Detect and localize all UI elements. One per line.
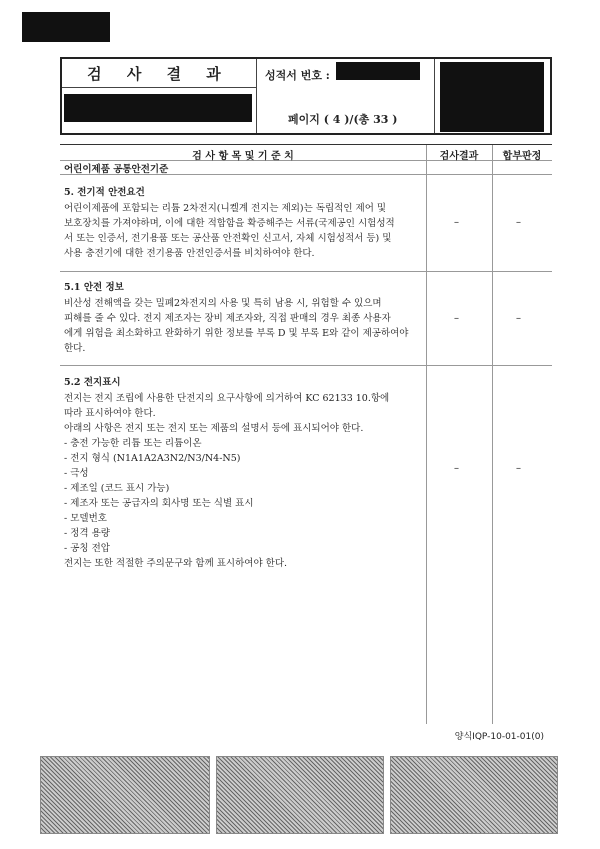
- section-line: 한다.: [64, 343, 86, 354]
- obscured-stamp-area: [216, 756, 384, 834]
- page-title: 검 사 결 과: [87, 65, 231, 83]
- section-line: - 공칭 전압: [64, 543, 110, 554]
- section-line: 어린이제품에 포함되는 리튬 2차전지(니켈계 전지는 제외)는 독립적인 제어 및: [64, 203, 387, 214]
- section-line: 따라 표시하여야 한다.: [64, 408, 156, 419]
- section-safety-info: [64, 280, 424, 356]
- section-line: 전지는 전지 조립에 사용한 단전지의 요구사항에 의거하여 KC 62133 10.항에: [64, 393, 390, 404]
- cert-number-label: 성적서 번호 :: [265, 69, 330, 82]
- section-heading: 5. 전기적 안전요건: [64, 187, 145, 198]
- section-line: - 전지 형식 (N1A1A2A3N2/N3/N4-N5): [64, 453, 241, 464]
- section-line: 아래의 사항은 전지 또는 전지 또는 제품의 설명서 등에 표시되어야 한다.: [64, 423, 364, 434]
- section-line: 사용 충전기에 대한 전기용품 안전인증서를 비치하여야 한다.: [64, 248, 315, 259]
- page-number: 페이지 ( 4 )/(총 33 ): [288, 113, 398, 126]
- redacted-company: [64, 94, 252, 122]
- section-line: - 제조일 (코드 표시 가능): [64, 483, 170, 494]
- obscured-stamp-area: [40, 756, 210, 834]
- section-line: 보호장치를 가져야하며, 이에 대한 적합함을 확증해주는 서류(국제공인 시험성적: [64, 218, 395, 229]
- section-heading: 5.2 전지표시: [64, 377, 121, 388]
- result-value: –: [454, 313, 459, 324]
- form-code: 양식IQP-10-01-01(0): [454, 732, 544, 742]
- column-header-verdict: 합부판정: [502, 151, 542, 162]
- redacted-logo: [22, 12, 110, 42]
- section-electrical-safety: [64, 185, 424, 261]
- section-line: - 정격 용량: [64, 528, 110, 539]
- section-line: - 제조자 또는 공급자의 회사명 또는 식별 표시: [64, 498, 254, 509]
- section-line: 피해를 줄 수 있다. 전지 제조자는 장비 제조자와, 직접 판매의 경우 최종 사용자: [64, 313, 391, 324]
- section-line: 전지는 또한 적절한 주의문구와 함께 표시하여야 한다.: [64, 558, 288, 569]
- section-line: 에게 위험을 최소화하고 완화하기 위한 정보를 부록 D 및 부록 E와 같이 제공하여야: [64, 328, 409, 339]
- standard-name: 어린이제품 공통안전기준: [64, 164, 169, 175]
- obscured-stamp-area: [390, 756, 558, 834]
- inspection-table: [60, 144, 552, 724]
- column-header-result: 검사결과: [439, 151, 479, 162]
- redacted-cert-number: [336, 62, 420, 80]
- result-value: –: [454, 463, 459, 474]
- column-header-item: 검 사 항 목 및 기 준 치: [192, 151, 294, 162]
- section-line: - 모델번호: [64, 513, 107, 524]
- redacted-mark: [440, 62, 544, 132]
- verdict-value: –: [516, 463, 521, 474]
- section-line: - 극성: [64, 468, 89, 479]
- result-value: –: [454, 217, 459, 228]
- verdict-value: –: [516, 217, 521, 228]
- section-line: 비산성 전해액을 갖는 밀폐2차전지의 사용 및 특히 남용 시, 위험할 수 있으며: [64, 298, 382, 309]
- section-line: - 충전 가능한 리튬 또는 리튬이온: [64, 438, 202, 449]
- verdict-value: –: [516, 313, 521, 324]
- section-line: 서 또는 인증서, 전기용품 또는 공산품 안전확인 신고서, 자체 시험성적서 등) 및: [64, 233, 392, 244]
- section-heading: 5.1 안전 정보: [64, 282, 124, 293]
- section-battery-marking: [64, 375, 424, 571]
